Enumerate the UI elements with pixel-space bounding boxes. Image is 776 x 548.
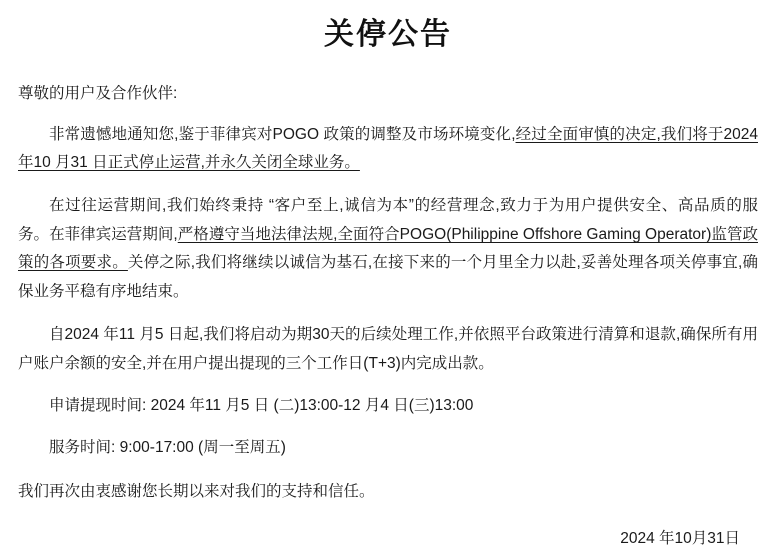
paragraph-1-segment-2: 经过全面审慎的决定,我们将于2024 年10 月31 日正式停止运营,并永久关闭全球业务。 [18,125,758,172]
page-title: 关停公告 [324,18,452,51]
paragraph-2-segment-2: 严格遵守当地法律法规,全面符合POGO(Philippine Offshore Gaming Operator)监管政策的各项要求。 [18,225,758,272]
service-hours: 服务时间: 9:00-17:00 (周一至周五) [49,439,286,457]
signature-date: 2024 年10月31日 [620,529,740,547]
paragraph-1 [18,121,758,178]
announcement-document [0,8,776,547]
withdrawal-request-time: 申请提现时间: 2024 年11 月5 日 (二)13:00-12 月4 日(三)13:00 [49,397,474,415]
paragraph-3-segment-1: 自2024 年11 月5 日起,我们将启动为期30天的后续处理工作,并依照平台政策进行清算和退款,确保所有用户账户余额的安全,并在用户提出提现的三个工作日(T+3)内完成出款。 [18,325,758,372]
paragraph-1-segment-1: 非常遗憾地通知您,鉴于菲律宾对POGO 政策的调整及市场环境变化, [49,125,516,143]
salutation: 尊敬的用户及合作伙伴: [18,85,178,102]
closing-statement: 我们再次由衷感谢您长期以来对我们的支持和信任。 [18,482,375,500]
paragraph-2-segment-1: 在过往运营期间,我们始终秉持 “客户至上,诚信为本”的经营理念,致力于为用户提供安全、高品质的服务。在菲律宾运营期间, [18,197,758,243]
paragraph-2 [18,192,758,307]
paragraph-2-segment-3: 关停之际,我们将继续以诚信为基石,在接下来的一个月里全力以赴,妥善处理各项关停事宜,确保业务平稳有序地结束。 [18,254,758,301]
paragraph-3 [18,321,758,378]
